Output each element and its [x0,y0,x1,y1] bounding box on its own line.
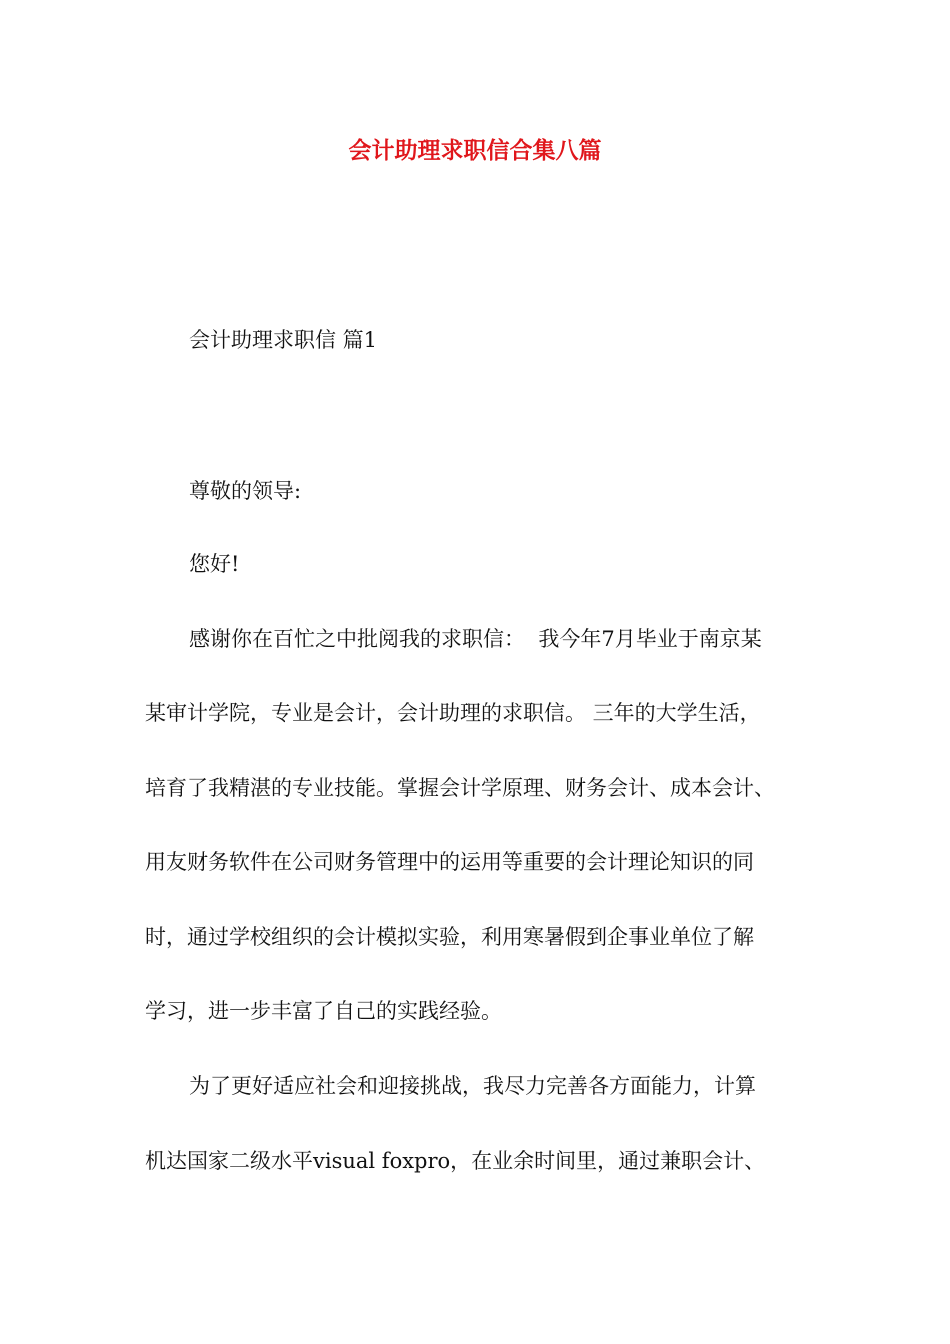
paragraph-line: 培育了我精湛的专业技能。掌握会计学原理、财务会计、成本会计、 [145,776,775,800]
section-heading: 会计助理求职信 篇1 [189,328,378,352]
paragraph-line: 为了更好适应社会和迎接挑战，我尽力完善各方面能力，计算 [189,1074,756,1098]
paragraph-line: 感谢你在百忙之中批阅我的求职信： 我今年7月毕业于南京某 [189,627,762,651]
greeting: 您好! [189,552,240,576]
paragraph-line: 时，通过学校组织的会计模拟实验，利用寒暑假到企事业单位了解 [145,925,754,949]
paragraph-line: 用友财务软件在公司财务管理中的运用等重要的会计理论知识的同 [145,850,754,874]
paragraph-line: 机达国家二级水平visual foxpro，在业余时间里，通过兼职会计、 [145,1149,766,1173]
paragraph-line: 某审计学院，专业是会计，会计助理的求职信。 三年的大学生活， [145,701,761,725]
document-title: 会计助理求职信合集八篇 [348,137,602,164]
paragraph-line: 学习，进一步丰富了自己的实践经验。 [145,999,502,1023]
salutation: 尊敬的领导: [189,479,302,503]
